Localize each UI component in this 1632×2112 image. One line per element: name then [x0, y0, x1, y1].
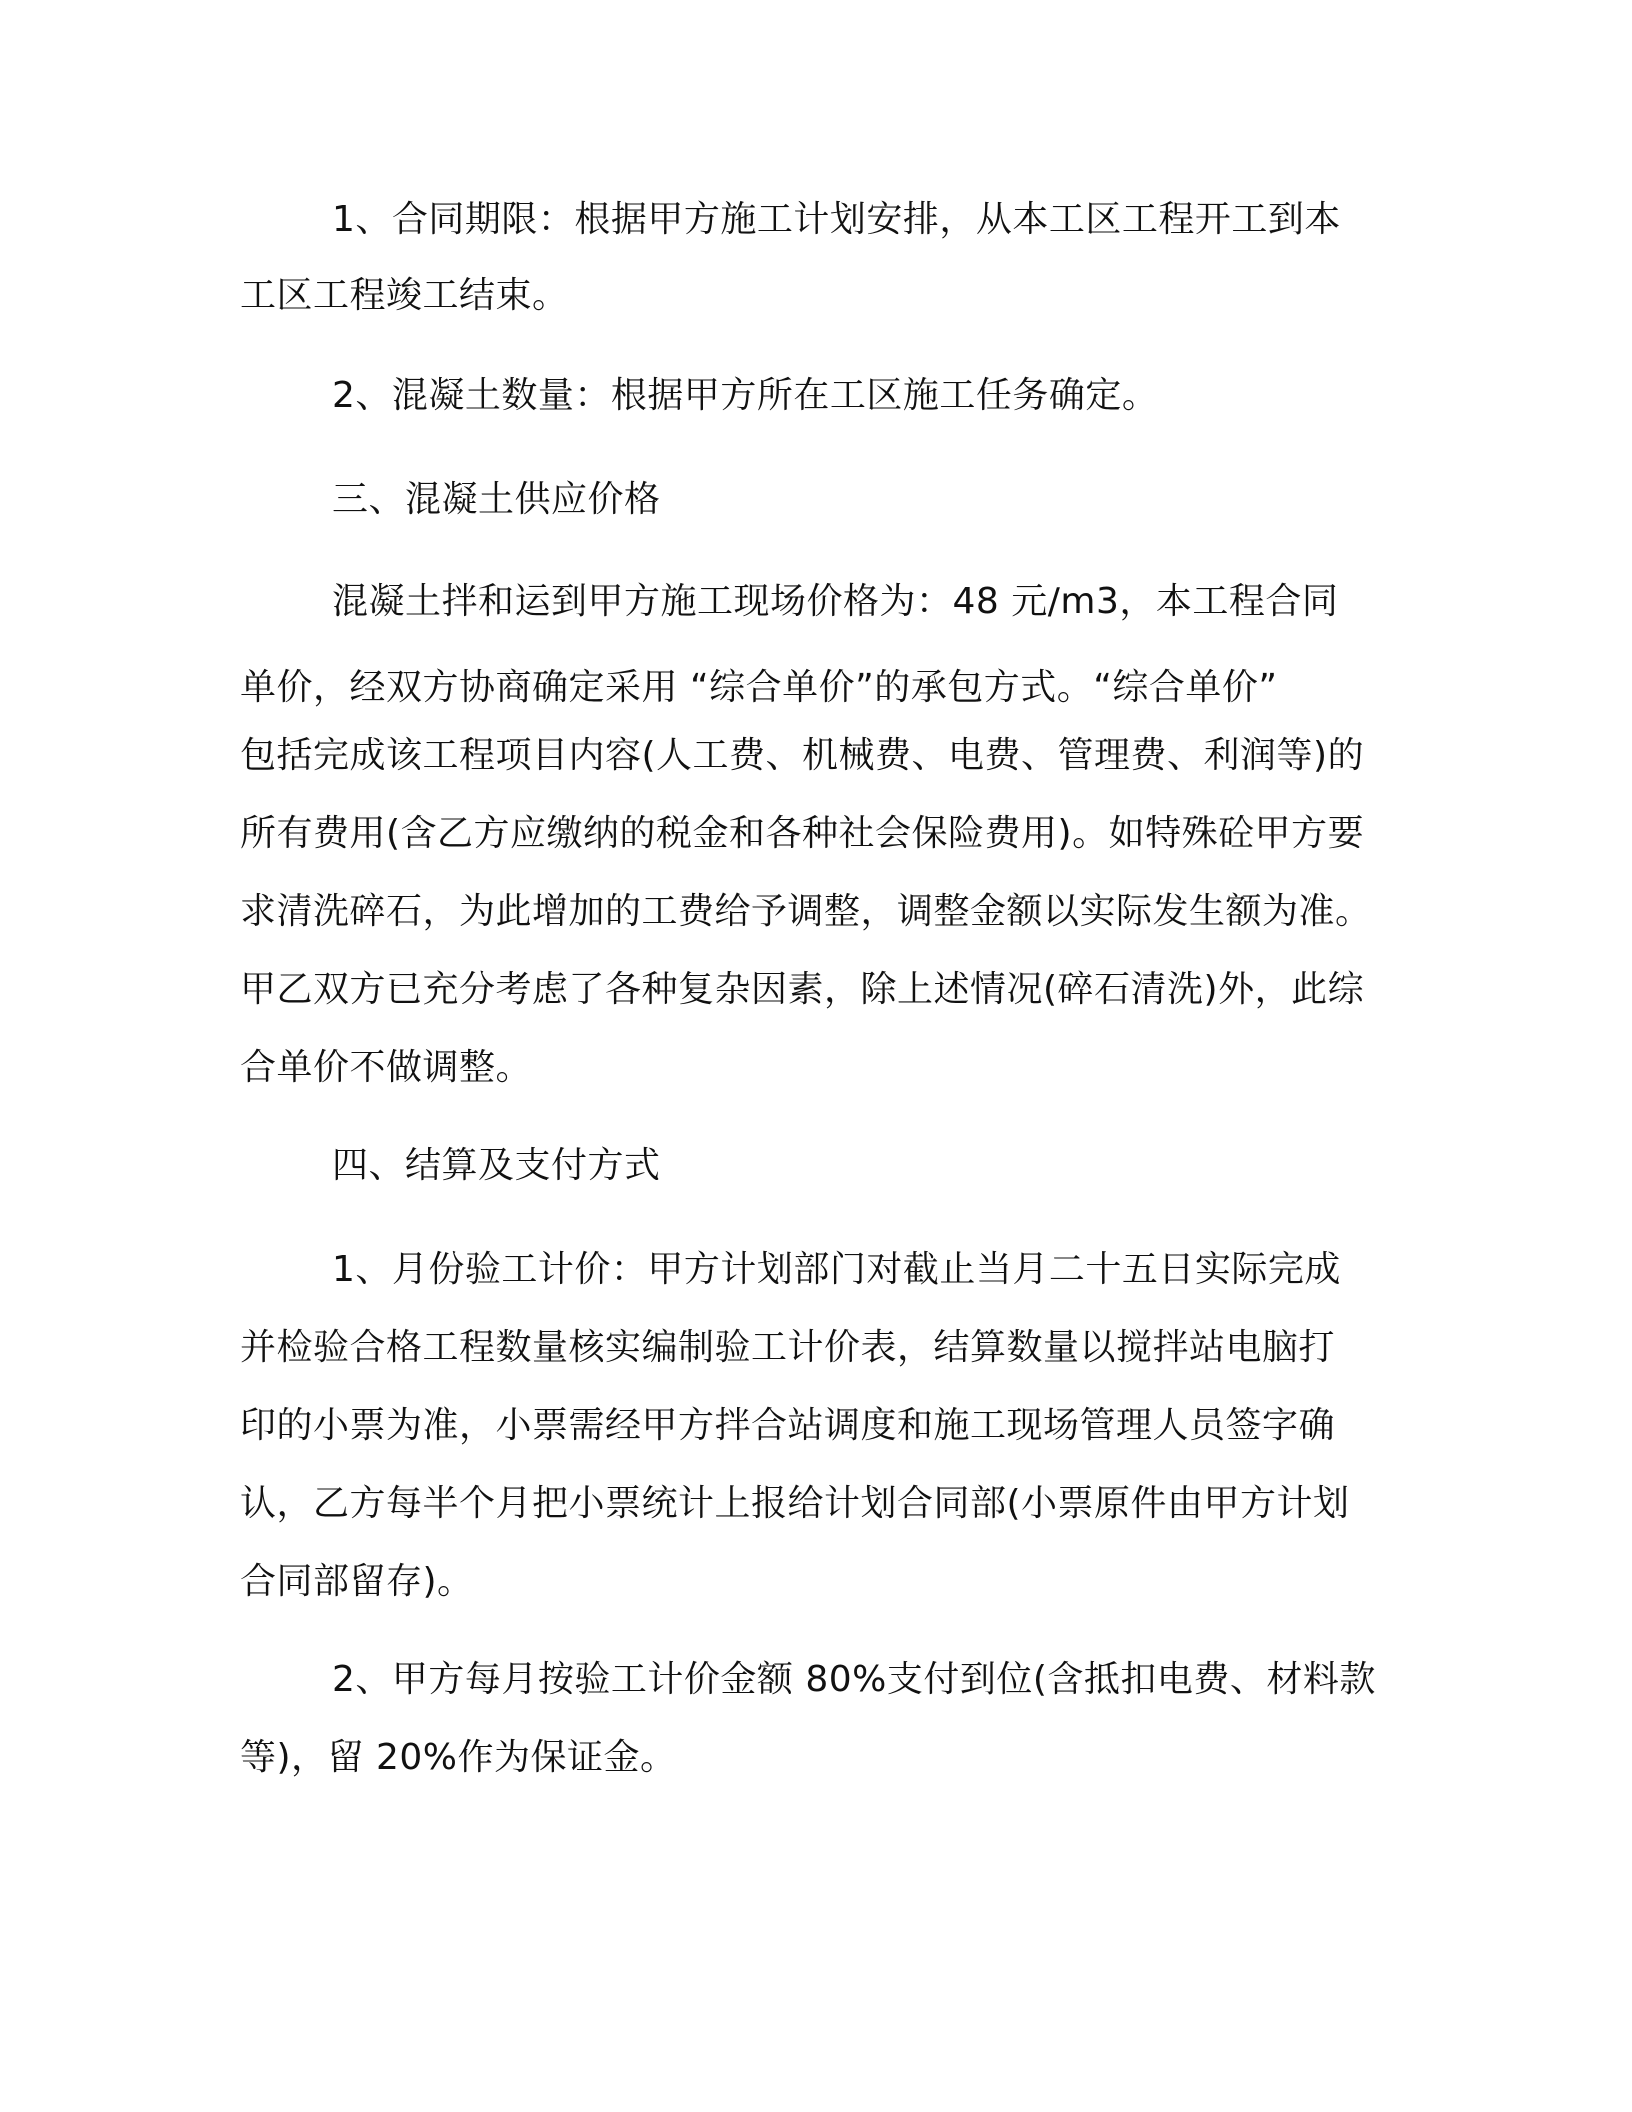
- paragraph-line: 认，乙方每半个月把小票统计上报给计划合同部(小票原件由甲方计划: [240, 1483, 1350, 1524]
- paragraph-line: 甲乙双方已充分考虑了各种复杂因素，除上述情况(碎石清洗)外，此综: [240, 969, 1365, 1010]
- paragraph-line: 1、月份验工计价：甲方计划部门对截止当月二十五日实际完成: [332, 1249, 1341, 1290]
- paragraph-line: 2、甲方每月按验工计价金额 80%支付到位(含抵扣电费、材料款: [332, 1659, 1376, 1700]
- paragraph-line: 工区工程竣工结束。: [240, 275, 569, 316]
- paragraph-line: 混凝土拌和运到甲方施工现场价格为：48 元/m3，本工程合同: [332, 581, 1339, 622]
- paragraph-line: 合单价不做调整。: [240, 1047, 533, 1088]
- paragraph-line: 2、混凝土数量：根据甲方所在工区施工任务确定。: [332, 375, 1159, 416]
- paragraph-line: 合同部留存)。: [240, 1561, 474, 1602]
- paragraph-line: 并检验合格工程数量核实编制验工计价表，结算数量以搅拌站电脑打: [240, 1327, 1336, 1368]
- paragraph-line: 求清洗碎石，为此增加的工费给予调整，调整金额以实际发生额为准。: [240, 891, 1372, 932]
- section-heading: 三、混凝土供应价格: [332, 479, 661, 520]
- paragraph-line: 等)，留 20%作为保证金。: [240, 1737, 677, 1778]
- paragraph-line: 包括完成该工程项目内容(人工费、机械费、电费、管理费、利润等)的: [240, 735, 1365, 776]
- paragraph-line: 单价，经双方协商确定采用 “综合单价”的承包方式。“综合单价”: [240, 667, 1278, 708]
- paragraph-line: 印的小票为准，小票需经甲方拌合站调度和施工现场管理人员签字确: [240, 1405, 1336, 1446]
- section-heading: 四、结算及支付方式: [332, 1145, 661, 1186]
- paragraph-line: 所有费用(含乙方应缴纳的税金和各种社会保险费用)。如特殊砼甲方要: [240, 813, 1365, 854]
- paragraph-line: 1、合同期限：根据甲方施工计划安排，从本工区工程开工到本: [332, 199, 1341, 240]
